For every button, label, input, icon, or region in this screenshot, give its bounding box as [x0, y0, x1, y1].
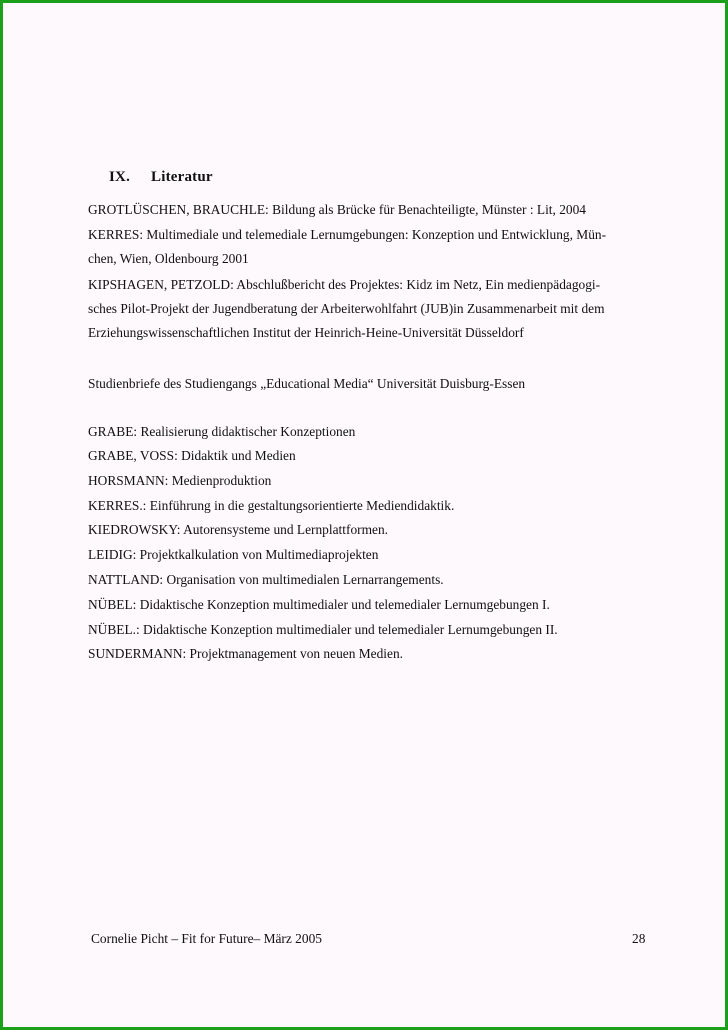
reference-line: Studienbriefe des Studiengangs „Educational Media“ Universität Duisburg-Essen	[88, 376, 526, 391]
reference-line: Erziehungswissenschaftlichen Institut der Heinrich-Heine-Universität Düsseldorf	[88, 325, 524, 340]
section-number: IX.	[109, 169, 131, 185]
reference-line: HORSMANN: Medienproduktion	[88, 473, 272, 488]
reference-line: KIPSHAGEN, PETZOLD: Abschlußbericht des Projektes: Kidz im Netz, Ein medienpädagogi-	[88, 277, 601, 292]
reference-line: GROTLÜSCHEN, BRAUCHLE: Bildung als Brücke für Benachteiligte, Münster : Lit, 2004	[88, 202, 587, 217]
reference-line: GRABE, VOSS: Didaktik und Medien	[88, 448, 296, 463]
reference-line: NATTLAND: Organisation von multimedialen Lernarrangements.	[88, 572, 444, 587]
reference-line: chen, Wien, Oldenbourg 2001	[88, 251, 249, 266]
footer-author: Cornelie Picht – Fit for Future– März 2005	[91, 931, 322, 946]
section-heading	[109, 169, 213, 186]
reference-line: SUNDERMANN: Projektmanagement von neuen Medien.	[88, 646, 404, 661]
reference-line: KERRES.: Einführung in die gestaltungsorientierte Mediendidaktik.	[88, 498, 455, 513]
reference-line: KERRES: Multimediale und telemediale Lernumgebungen: Konzeption und Entwicklung, Mün-	[88, 227, 607, 242]
reference-line: NÜBEL.: Didaktische Konzeption multimedialer und telemedialer Lernumgebungen II.	[88, 622, 558, 637]
section-title: Literatur	[151, 169, 213, 185]
reference-line: LEIDIG: Projektkalkulation von Multimediaprojekten	[88, 547, 379, 562]
reference-line: NÜBEL: Didaktische Konzeption multimedialer und telemedialer Lernumgebungen I.	[88, 597, 550, 612]
reference-line: GRABE: Realisierung didaktischer Konzeptionen	[88, 424, 356, 439]
reference-line: KIEDROWSKY: Autorensysteme und Lernplattformen.	[88, 522, 388, 537]
reference-line: sches Pilot-Projekt der Jugendberatung der Arbeiterwohlfahrt (JUB)in Zusammenarbeit mit dem	[88, 301, 605, 316]
page-number: 28	[632, 931, 646, 946]
